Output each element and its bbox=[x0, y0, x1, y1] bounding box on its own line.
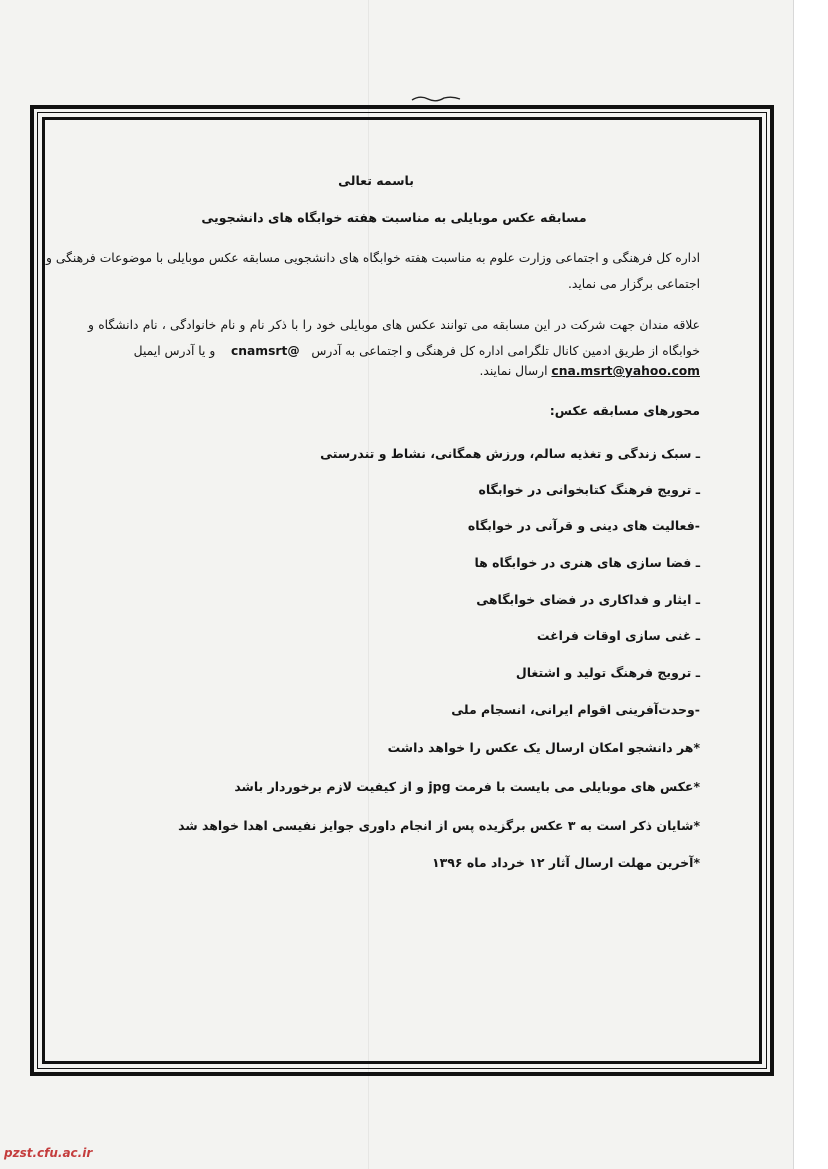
note-item: *شایان ذکر است به ۳ عکس برگزیده پس از انجام داوری جوایز نفیسی اهدا خواهد شد bbox=[178, 818, 700, 833]
title: مسابقه عکس موبایلی به مناسبت هفته خوابگاه های دانشجویی bbox=[201, 210, 587, 225]
participation-line-2 bbox=[88, 341, 700, 361]
participation-send: ارسال نمایند. bbox=[479, 364, 548, 378]
axis-item: ـ ترویج فرهنگ تولید و اشتغال bbox=[515, 665, 700, 680]
axis-item: -فعالیت های دینی و قرآنی در خوابگاه bbox=[467, 518, 700, 533]
participation-email-label: و یا آدرس ایمیل bbox=[133, 344, 216, 358]
note-item: *آخرین مهلت ارسال آثار ۱۲ خرداد ماه ۱۳۹۶ bbox=[431, 855, 700, 870]
pen-mark bbox=[410, 93, 462, 103]
intro-line-2: اجتماعی برگزار می نماید. bbox=[568, 277, 700, 291]
participation-line-1: علاقه مندان جهت شرکت در این مسابقه می توانند عکس های موبایلی خود را با ذکر نام و نام خانوادگی ، نام دانشگاه و bbox=[88, 318, 700, 332]
axis-item: ـ سبک زندگی و تغذیه سالم، ورزش همگانی، نشاط و تندرستی bbox=[320, 446, 700, 461]
axis-item: ـ ایثار و فداکاری در فضای خوابگاهی bbox=[476, 592, 700, 607]
intro-line-1: اداره کل فرهنگی و اجتماعی وزارت علوم به مناسبت هفته خوابگاه های دانشجویی مسابقه عکس موبایلی با موضوعات فرهنگی و bbox=[46, 251, 700, 265]
axis-item: ـ غنی سازی اوقات فراغت bbox=[536, 628, 700, 643]
site-watermark: pzst.cfu.ac.ir bbox=[4, 1146, 93, 1160]
axis-item: ـ ترویج فرهنگ کتابخوانی در خوابگاه bbox=[478, 482, 700, 497]
note-item: *هر دانشجو امکان ارسال یک عکس را خواهد داشت bbox=[387, 740, 700, 755]
email-link[interactable]: cna.msrt@yahoo.com bbox=[551, 364, 700, 378]
axes-heading: محورهای مسابقه عکس: bbox=[549, 403, 700, 418]
scan-edge bbox=[793, 0, 828, 1169]
participation-line-3 bbox=[479, 361, 700, 381]
note-item: *عکس های موبایلی می بایست با فرمت jpg و از کیفیت لازم برخوردار باشد bbox=[234, 779, 700, 794]
participation-text: خوابگاه از طریق ادمین کانال تلگرامی اداره کل فرهنگی و اجتماعی به آدرس bbox=[311, 344, 700, 358]
axis-item: ـ فضا سازی های هنری در خوابگاه ها bbox=[474, 555, 700, 570]
telegram-handle: @cnamsrt bbox=[230, 344, 300, 358]
axis-item: -وحدت‌آفرینی اقوام ایرانی، انسجام ملی bbox=[451, 702, 700, 717]
heading: باسمه تعالی bbox=[338, 173, 414, 188]
